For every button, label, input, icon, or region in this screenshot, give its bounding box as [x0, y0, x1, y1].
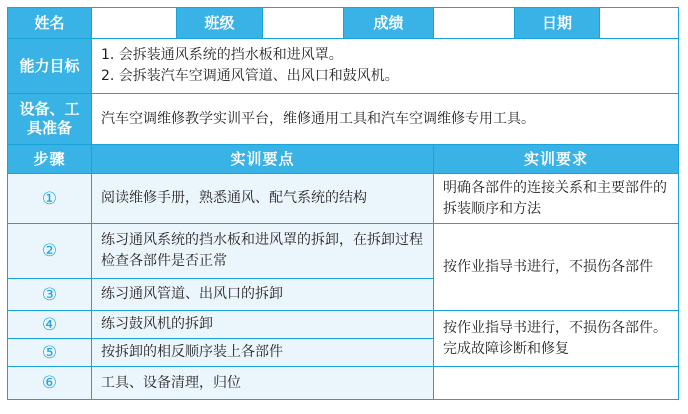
step-row — [8, 311, 679, 339]
equipment-label-line-2: 具准备 — [26, 119, 72, 137]
step-number: ⑤ — [8, 339, 92, 367]
step-number: ④ — [8, 311, 92, 339]
class-field[interactable] — [263, 8, 344, 39]
goals-row — [8, 39, 679, 94]
equipment-label-line-1: 设备、工 — [19, 100, 80, 118]
step-point: 练习通风系统的挡水板和进风罩的拆卸，在拆卸过程检查各部件是否正常 — [92, 224, 434, 279]
date-field[interactable] — [600, 8, 679, 39]
step-point: 按拆卸的相反顺序装上各部件 — [92, 339, 434, 367]
step-number: ⑥ — [8, 367, 92, 400]
step-requirement: 按作业指导书进行，不损伤各部件 — [434, 224, 679, 311]
goals-text — [92, 39, 679, 94]
equipment-row — [8, 94, 679, 145]
step-requirement: 按作业指导书进行，不损伤各部件。完成故障诊断和修复 — [434, 311, 679, 367]
step-point: 工具、设备清理，归位 — [92, 367, 434, 400]
step-number: ① — [8, 174, 92, 224]
step-requirement-empty — [434, 367, 679, 400]
step-number: ② — [8, 224, 92, 279]
step-row — [8, 367, 679, 400]
point-column-header: 实训要点 — [92, 145, 434, 174]
step-point: 阅读维修手册，熟悉通风、配气系统的结构 — [92, 174, 434, 224]
step-row — [8, 224, 679, 279]
date-label: 日期 — [515, 8, 600, 39]
name-field[interactable] — [92, 8, 177, 39]
step-point: 练习鼓风机的拆卸 — [92, 311, 434, 339]
goal-line-2: 2. 会拆装汽车空调通风管道、出风口和鼓风机。 — [101, 68, 399, 84]
training-record-table — [7, 7, 679, 400]
step-requirement: 明确各部件的连接关系和主要部件的拆装顺序和方法 — [434, 174, 679, 224]
equipment-label — [8, 94, 92, 145]
class-label: 班级 — [177, 8, 263, 39]
grade-field[interactable] — [434, 8, 515, 39]
name-label: 姓名 — [8, 8, 92, 39]
step-number: ③ — [8, 279, 92, 311]
grade-label: 成绩 — [344, 8, 434, 39]
step-row — [8, 174, 679, 224]
column-header-row — [8, 145, 679, 174]
step-point: 练习通风管道、出风口的拆卸 — [92, 279, 434, 311]
header-row — [8, 8, 679, 39]
step-column-header: 步骤 — [8, 145, 92, 174]
goal-line-1: 1. 会拆装通风系统的挡水板和进风罩。 — [101, 47, 343, 63]
requirement-column-header: 实训要求 — [434, 145, 679, 174]
equipment-text: 汽车空调维修教学实训平台，维修通用工具和汽车空调维修专用工具。 — [92, 94, 679, 145]
goals-label: 能力目标 — [8, 39, 92, 94]
